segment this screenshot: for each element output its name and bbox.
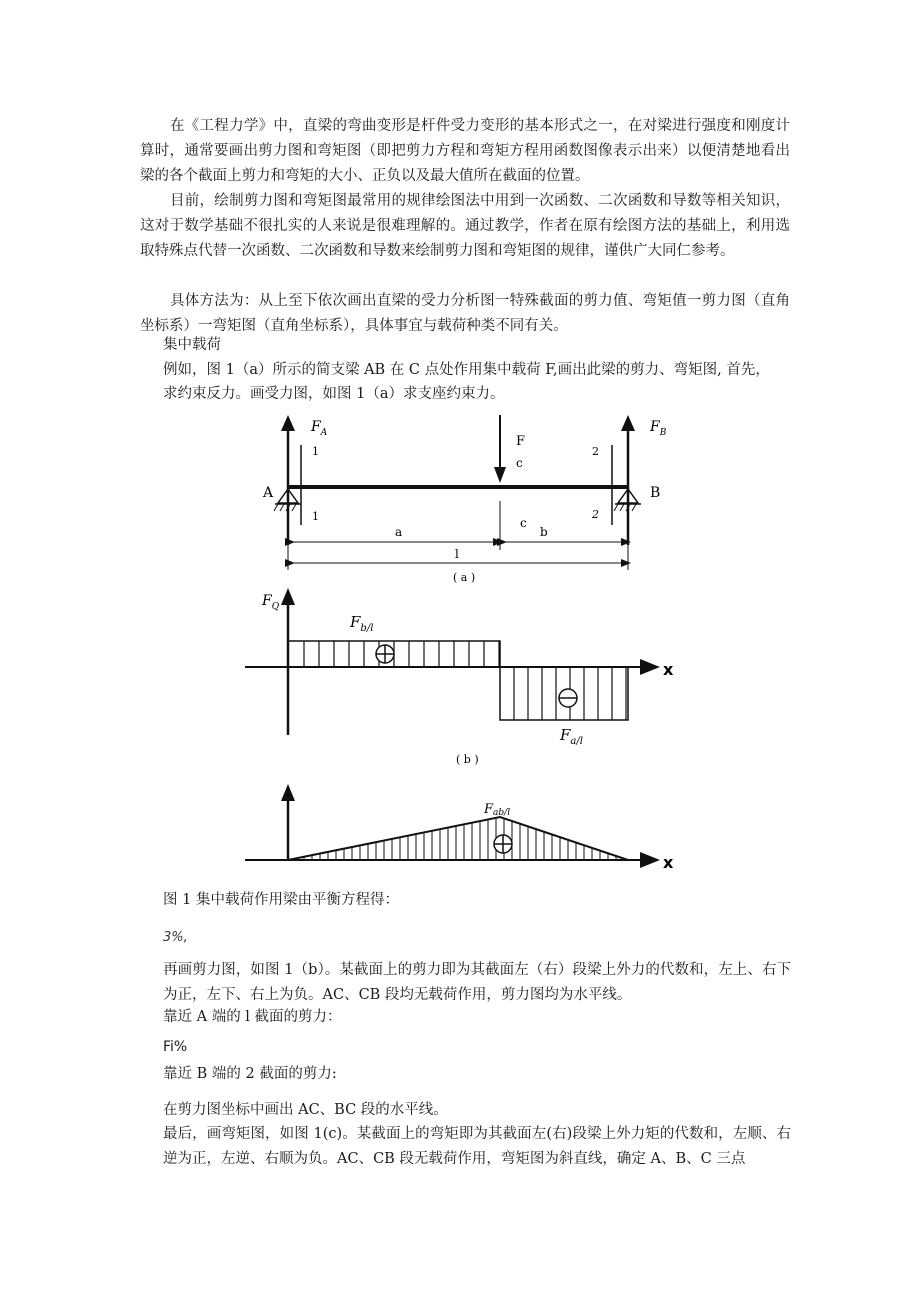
beam-diagram [262,415,667,584]
paragraph-moment: 最后，画弯矩图，如图 1(c)。某截面上的弯矩即为其截面左(右)段梁上外力矩的代数和，左顺、右逆为正，左逆、右顺为负。AC、CB 段无载荷作用，弯矩图为斜直线，确定 A、B、C 三点 [163,1126,791,1167]
label-section1-bottom: 1 [312,510,319,523]
label-section2-bottom: 2 [592,508,599,521]
label-section1-top: 1 [312,445,319,458]
label-fa: $F_A$ [311,419,328,438]
figure-1 [0,405,920,885]
formula-reactions: 3%, [163,930,188,945]
section-heading: 集中载荷 [163,337,221,353]
label-moment-peak: Fab/l [484,802,511,818]
label-moment-x: x [663,853,674,872]
paragraph-intro: 在《工程力学》中，直梁的弯曲变形是杆件受力变形的基本形式之一，在对梁进行强度和刚度计算时，通常要画出剪力图和弯矩图（即把剪力方程和弯矩方程用函数图像表示出来）以便清楚地看出梁的各个截面上剪力和弯矩的大小、正负以及最大值所在截面的位置。 [140,118,790,184]
label-b-point: B [650,485,661,501]
shear-diagram [245,588,674,766]
label-f: F [516,434,526,449]
paragraph-section1: 靠近 A 端的 l 截面的剪力： [163,1009,342,1025]
paragraph-method: 具体方法为：从上至下依次画出直梁的受力分析图一特殊截面的剪力值、弯矩值一剪力图（直角坐标系）一弯矩图（直角坐标系），具体事宜与载荷种类不同有关。 [140,293,790,334]
moment-diagram [245,784,674,872]
paragraph-example-line2: 求约束反力。画受力图，如图 1（a）求支座约束力。 [163,386,505,402]
paragraph-horizontal-lines: 在剪力图坐标中画出 AC、BC 段的水平线。 [163,1102,448,1118]
label-dim-a: a [395,525,403,539]
label-section2-top: 2 [592,445,599,458]
paragraph-example-line1: 例如，图 1（a）所示的简支梁 AB 在 C 点处作用集中载荷 F,画出此梁的剪力、弯矩图, 首先， [163,362,770,378]
label-dim-l: l [455,547,459,561]
label-c-top: c [516,456,523,470]
label-c-bottom: c [520,516,527,530]
paragraph-background: 目前，绘制剪力图和弯矩图最常用的规律绘图法中用到一次函数、二次函数和导数等相关知识，这对于数学基础不很扎实的人来说是很难理解的。通过教学，作者在原有绘图方法的基础上，利用选取特殊点代替一次函数、二次函数和导数来绘制剪力图和弯矩图的规律，谨供广大同仁参考。 [140,193,790,259]
caption-a: ( a ) [453,571,476,584]
label-a-point: A [263,485,274,501]
label-shear-x: x [663,660,674,679]
label-shear-negative: $F_{a/l}$ [560,726,583,747]
paragraph-shear: 再画剪力图，如图 1（b）。某截面上的剪力即为其截面左（右）段梁上外力的代数和，左上、右下为正，左下、右上为负。AC、CB 段均无载荷作用，剪力图均为水平线。 [163,962,791,1003]
caption-b: ( b ) [456,753,479,766]
label-shear-positive: $F_{b/l}$ [350,613,374,634]
label-dim-b: b [540,525,548,539]
figure-caption: 图 1 集中载荷作用梁由平衡方程得： [163,892,399,908]
formula-shear-1: Fi% [163,1039,188,1055]
label-shear-axis: $F_Q$ [262,593,280,612]
label-fb: $F_B$ [650,419,667,438]
shear-hatch [304,641,626,720]
paragraph-section2: 靠近 B 端的 2 截面的剪力: [163,1066,337,1082]
